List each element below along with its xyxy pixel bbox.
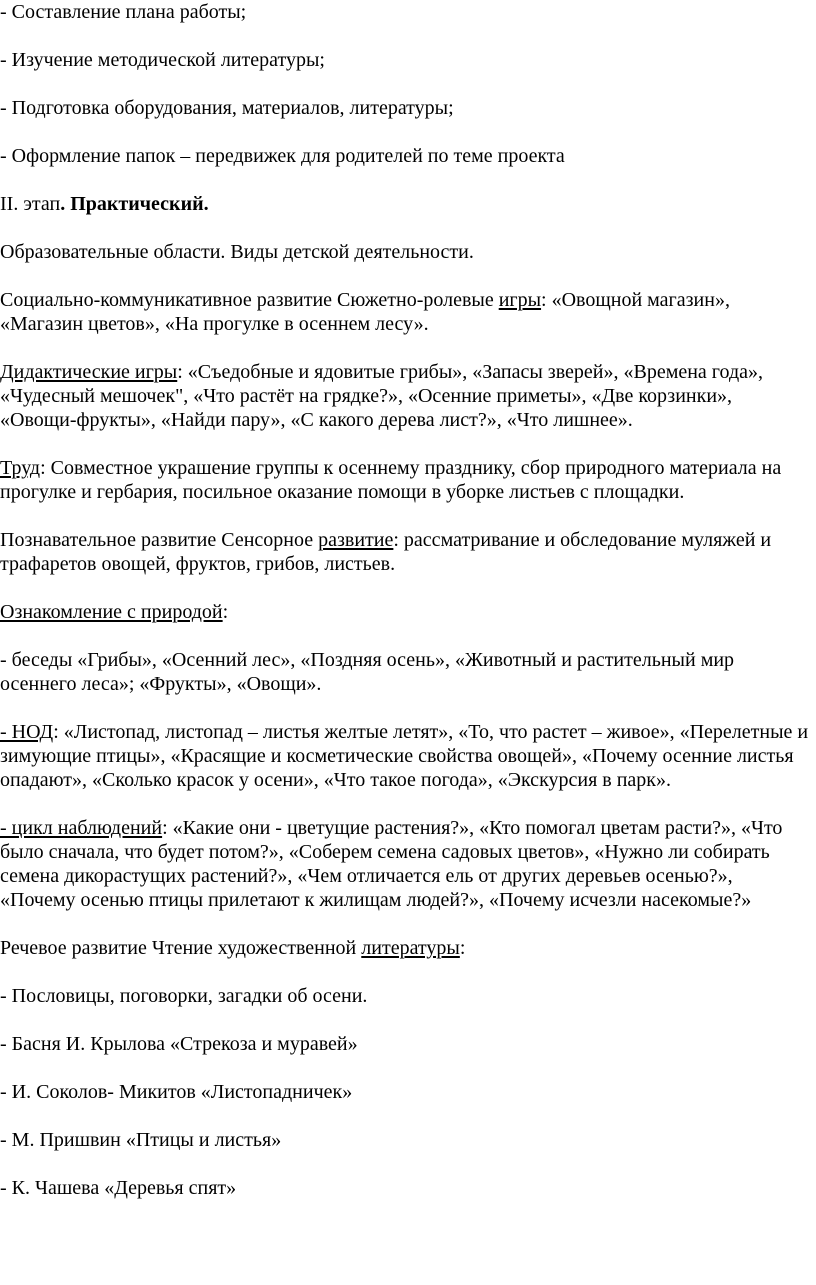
nature-heading (0, 600, 810, 624)
didactic-games-list: : «Съедобные и ядовитые грибы», «Запасы зверей», «Времена года», «Чудесный мешочек", «Что растёт на грядке?», «Осенние приметы», «Две корзинки», «Овощи-фрукты», «Найди пару», «С какого дерева лист?», «Что лишнее». (0, 361, 763, 431)
talks-paragraph: - беседы «Грибы», «Осенний лес», «Поздняя осень», «Животный и растительный мир осеннего леса»; «Фрукты», «Овощи». (0, 649, 735, 695)
observations-list: : «Какие они - цветущие растения?», «Кто помогал цветам расти?», «Что было сначала, что будет потом?», «Соберем семена садовых цветов», «Нужно ли собирать семена дикорастущих растений?», «Чем отличается ель от других деревьев осенью?», «Почему осенью птицы прилетают к жилищам людей?», «Почему исчезли насекомые?» (0, 817, 783, 911)
speech-text: Речевое развитие Чтение художественной (0, 937, 362, 959)
prep-item: - Подготовка оборудования, материалов, литературы; (0, 97, 454, 119)
social-games-list: : «Овощной магазин», «Магазин цветов», «На прогулке в осеннем лесу». (0, 289, 730, 335)
cognitive-text: Познавательное развитие Сенсорное (0, 529, 319, 551)
speech-colon: : (459, 937, 466, 959)
stage-heading (0, 192, 810, 216)
didactic-games-link[interactable]: Дидактические игры (0, 361, 178, 383)
labor-text: : Совместное украшение группы к осеннему празднику, сбор природного материала на прогулке и гербария, посильное оказание помощи в уборке листьев с площадки. (0, 457, 782, 503)
cognitive-details: : рассматривание и обследование муляжей и трафаретов овощей, фруктов, грибов, листьев. (0, 529, 772, 575)
literature-link[interactable]: литературы (361, 937, 460, 959)
nature-colon: : (222, 601, 229, 623)
games-link[interactable]: игры (498, 289, 542, 311)
reading-item: - М. Пришвин «Птицы и листья» (0, 1129, 282, 1151)
prep-item: - Оформление папок – передвижек для родителей по теме проекта (0, 145, 565, 167)
stage-title: . Практический. (60, 193, 209, 215)
areas-heading: Образовательные области. Виды детской деятельности. (0, 241, 474, 263)
development-link[interactable]: развитие (318, 529, 394, 551)
nature-link[interactable]: Ознакомление с природой (0, 601, 223, 623)
labor-paragraph (0, 456, 810, 504)
cognitive-paragraph (0, 528, 810, 576)
reading-item: - Пословицы, поговорки, загадки об осени. (0, 985, 368, 1007)
nod-link[interactable]: - НОД (0, 721, 54, 743)
speech-paragraph (0, 936, 810, 960)
prep-item: - Составление плана работы; (0, 1, 247, 23)
labor-link[interactable]: Труд (0, 457, 41, 479)
nod-paragraph (0, 720, 810, 792)
prep-item: - Изучение методической литературы; (0, 49, 325, 71)
observations-paragraph (0, 816, 810, 912)
didactic-paragraph (0, 360, 810, 432)
social-paragraph (0, 288, 810, 336)
social-text: Социально-коммуникативное развитие Сюжетно-ролевые (0, 289, 499, 311)
reading-item: - К. Чашева «Деревья спят» (0, 1177, 237, 1199)
observations-link[interactable]: - цикл наблюдений (0, 817, 163, 839)
nod-list: : «Листопад, листопад – листья желтые летят», «То, что растет – живое», «Перелетные и зимующие птицы», «Красящие и косметические свойства овощей», «Почему осенние листья опадают», «Сколько красок у осени», «Что такое погода», «Экскурсия в парк». (0, 721, 809, 791)
stage-prefix: II. этап (0, 193, 61, 215)
reading-item: - И. Соколов- Микитов «Листопадничек» (0, 1081, 353, 1103)
reading-item: - Басня И. Крылова «Стрекоза и муравей» (0, 1033, 358, 1055)
